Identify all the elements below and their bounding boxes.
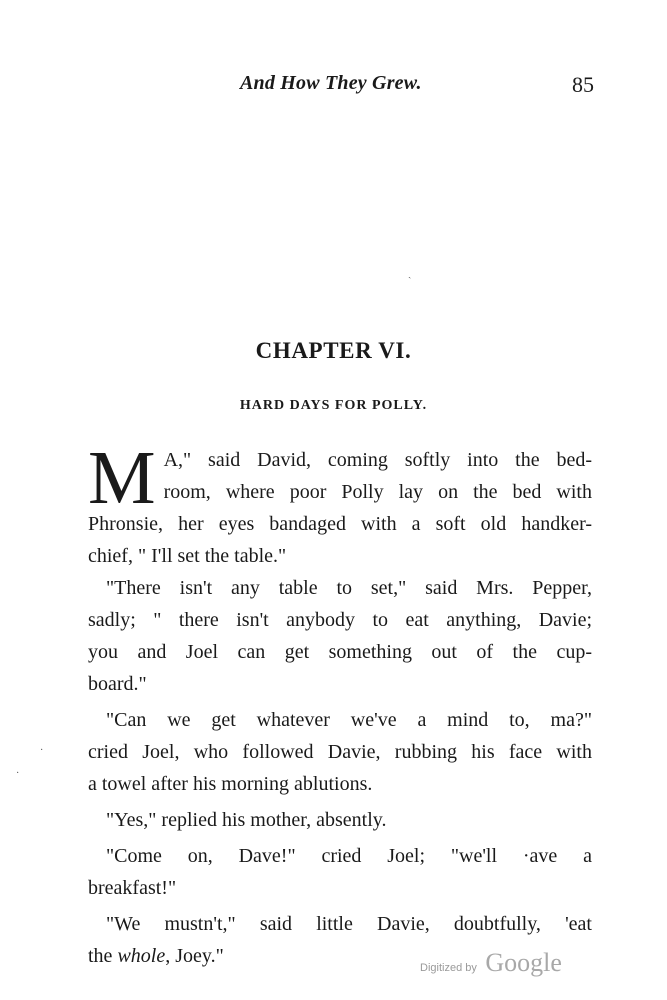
margin-ink-dot: · [16,768,20,779]
text-line: "Come on, Dave!" cried Joel; "we'll ·ave a [106,845,592,867]
digitized-by-watermark [420,948,562,978]
text-line: "There isn't any table to set," said Mrs. Pepper, [106,577,592,599]
text-line: A," said David, coming softly into the bed- [163,449,592,471]
text-line: you and Joel can get something out of the cup- [88,641,592,663]
running-head-title: And How They Grew. [240,72,422,94]
text-line: chief, " I'll set the table." [88,545,287,567]
chapter-body-text [88,444,592,972]
text-line: Phronsie, her eyes bandaged with a soft old handker- [88,513,592,535]
watermark-prefix: Digitized by [420,962,477,974]
text-line: "We mustn't," said little Davie, doubtfully, 'eat [106,913,592,935]
stray-ink-mark: ˎ [408,268,412,279]
chapter-title: CHAPTER VI. [255,338,412,363]
text-fragment: , Joey." [165,945,224,967]
text-line: "Yes," replied his mother, absently. [106,809,387,831]
text-line: breakfast!" [88,877,177,899]
text-line: room, where poor Polly lay on the bed with [163,481,592,503]
page-number: 85 [572,72,594,97]
text-line: cried Joel, who followed Davie, rubbing his face with [88,741,592,763]
google-logo: Google [485,948,562,977]
text-line: a towel after his morning ablutions. [88,773,373,795]
margin-ink-dot: · [40,745,44,756]
text-line: board." [88,673,147,695]
chapter-subtitle: HARD DAYS FOR POLLY. [239,398,428,413]
text-line: "Can we get whatever we've a mind to, ma?" [106,709,592,731]
text-fragment: the [88,945,118,967]
paragraph-opening [88,444,592,508]
emphasized-word: whole [117,945,166,967]
drop-cap-letter: M [88,444,156,508]
text-line: sadly; " there isn't anybody to eat anything, Davie; [88,609,592,631]
